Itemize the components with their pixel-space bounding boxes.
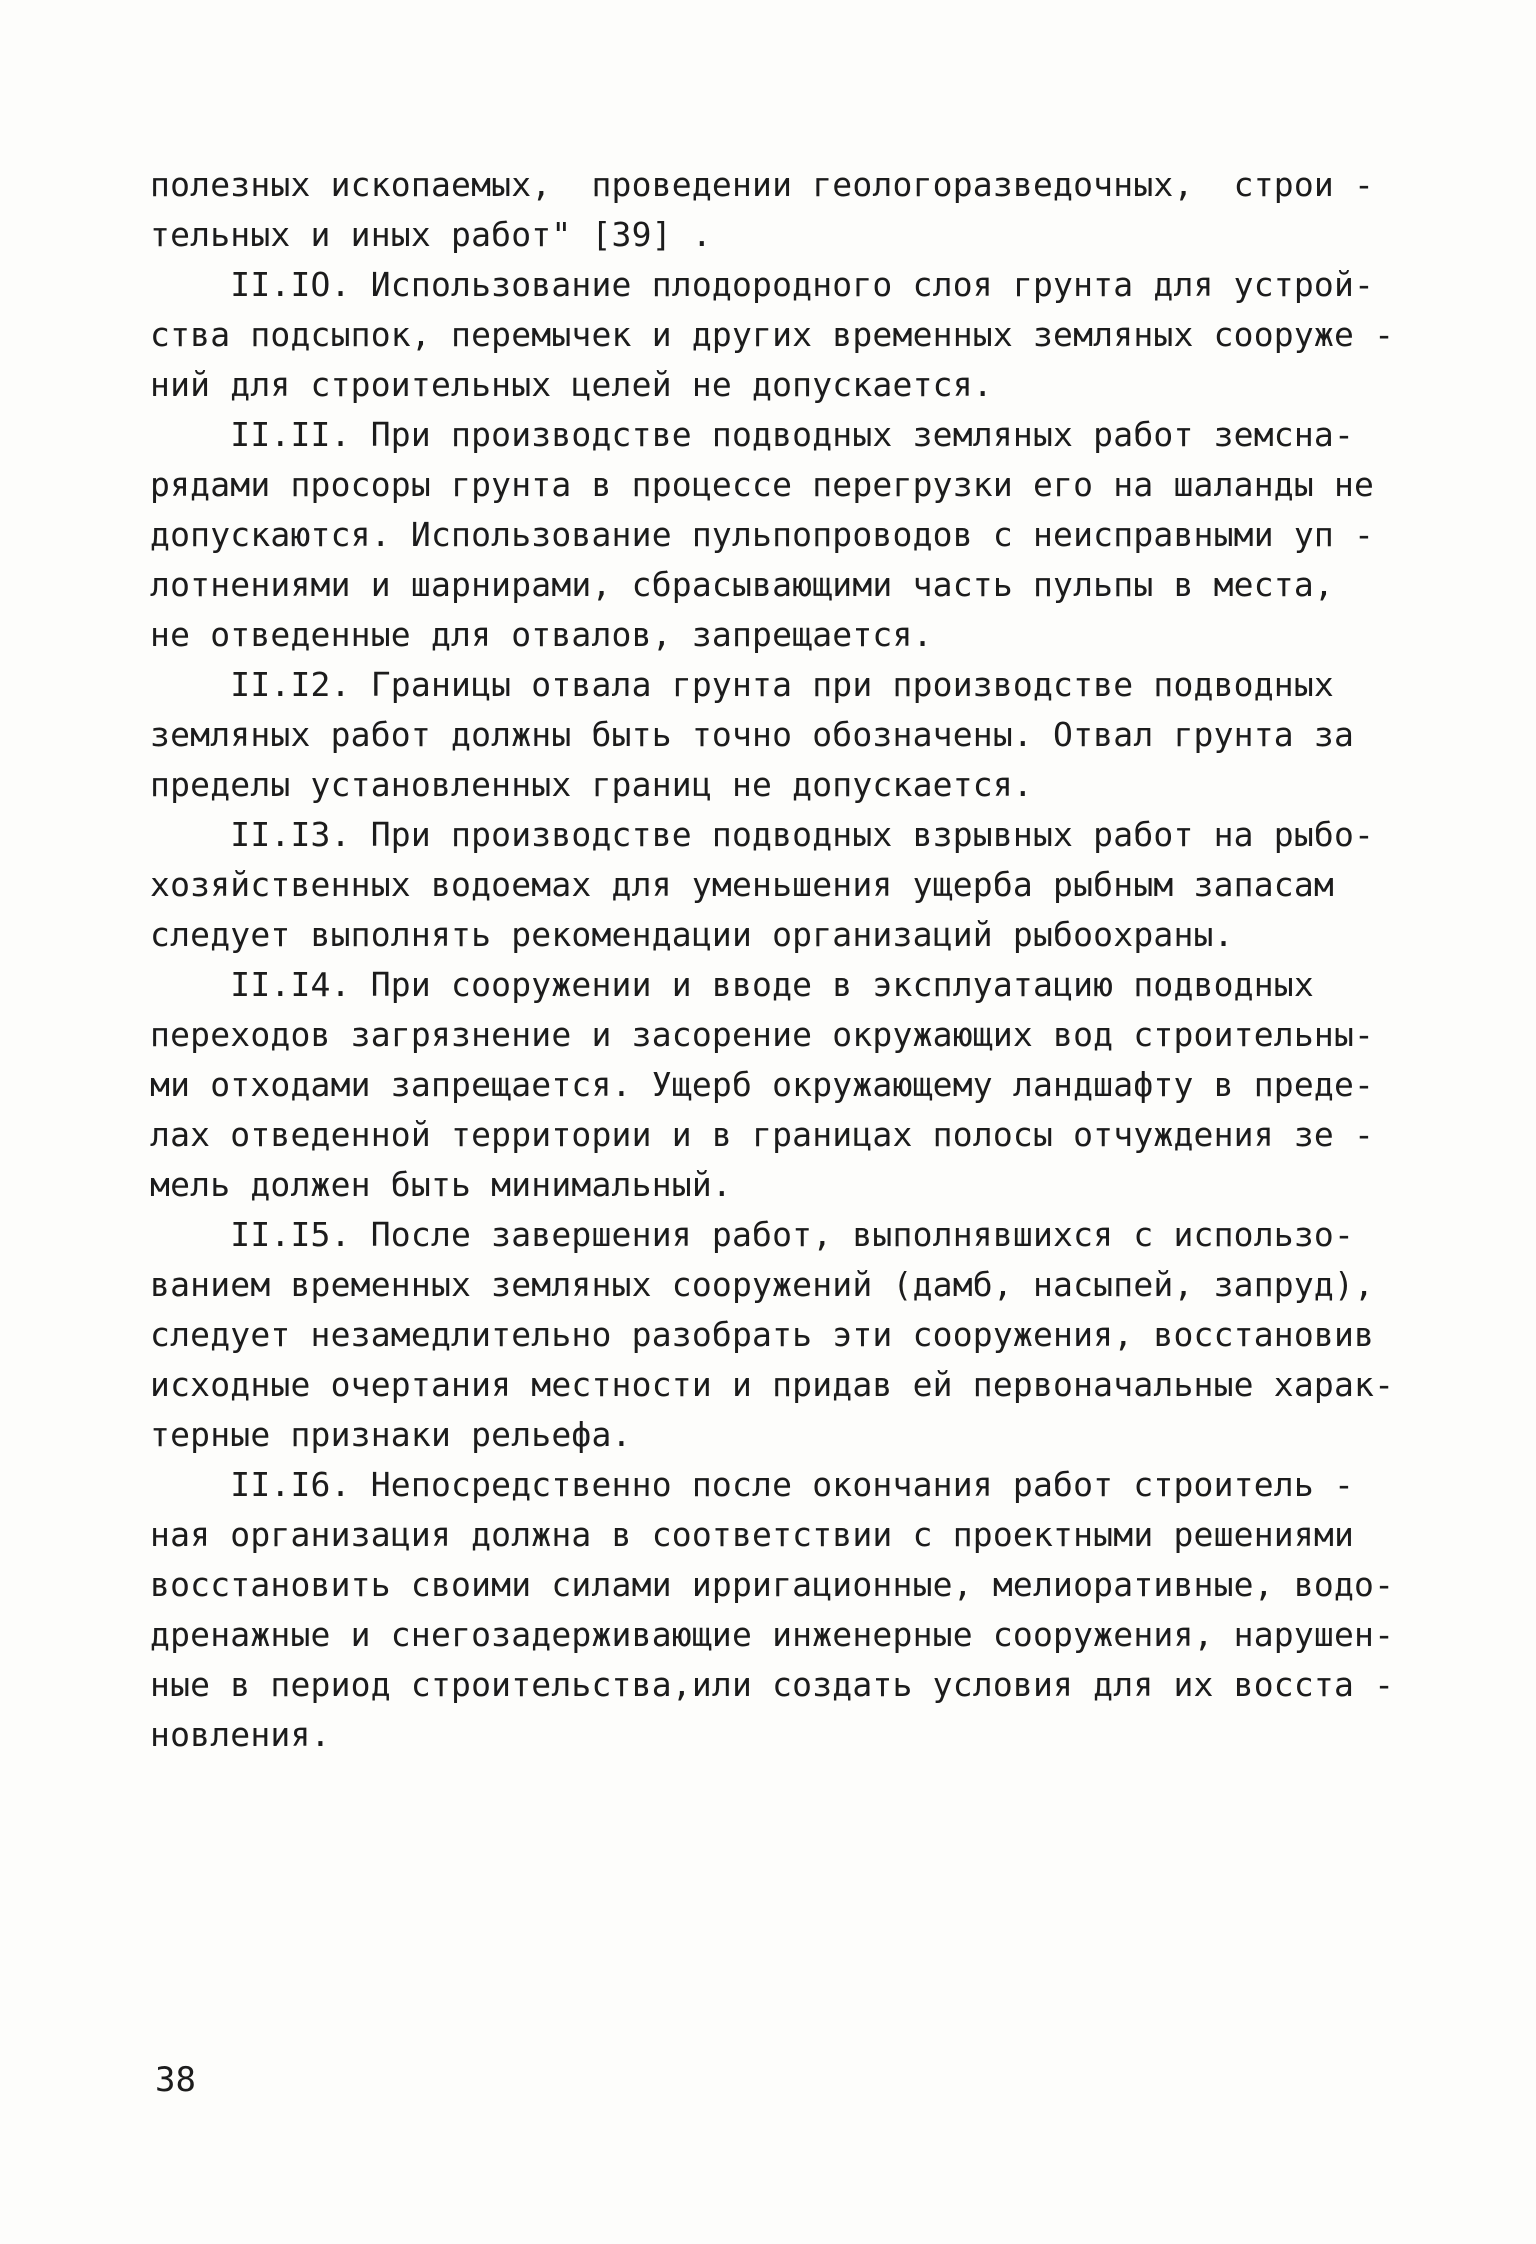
text-line: восстановить своими силами ирригационные, мелиоративные, водо-	[150, 1565, 1395, 1604]
text-line: пределы установленных границ не допускается.	[150, 765, 1033, 804]
text-line: допускаются. Использование пульпопроводов с неисправными уп -	[150, 515, 1375, 554]
text-line: ства подсыпок, перемычек и других временных земляных сооруже -	[150, 315, 1395, 354]
text-line: II.I6. Непосредственно после окончания работ строитель -	[150, 1465, 1355, 1504]
text-line: мель должен быть минимальный.	[150, 1165, 732, 1204]
text-line: ные в период строительства,или создать условия для их восста -	[150, 1665, 1395, 1704]
text-line: ми отходами запрещается. Ущерб окружающему ландшафту в преде-	[150, 1065, 1375, 1104]
text-line: ванием временных земляных сооружений (дамб, насыпей, запруд),	[150, 1265, 1375, 1304]
text-line: полезных ископаемых, проведении геологоразведочных, строи -	[150, 165, 1375, 204]
text-line: лотнениями и шарнирами, сбрасывающими часть пульпы в места,	[150, 565, 1334, 604]
text-line: земляных работ должны быть точно обозначены. Отвал грунта за	[150, 715, 1355, 754]
text-line: II.I3. При производстве подводных взрывных работ на рыбо-	[150, 815, 1375, 854]
text-line: II.I2. Границы отвала грунта при производстве подводных	[150, 665, 1334, 704]
text-line: терные признаки рельефа.	[150, 1415, 632, 1454]
text-line: II.II. При производстве подводных земляных работ земсна-	[150, 415, 1355, 454]
text-line: следует выполнять рекомендации организаций рыбоохраны.	[150, 915, 1234, 954]
page-number: 38	[155, 2060, 196, 2100]
text-line: следует незамедлительно разобрать эти сооружения, восстановив	[150, 1315, 1375, 1354]
text-line: тельных и иных работ" [39] .	[150, 215, 712, 254]
text-line: рядами просоры грунта в процессе перегрузки его на шаланды не	[150, 465, 1375, 504]
text-line: хозяйственных водоемах для уменьшения ущерба рыбным запасам	[150, 865, 1334, 904]
body-text	[150, 160, 1395, 1760]
text-line: II.I4. При сооружении и вводе в эксплуатацию подводных	[150, 965, 1314, 1004]
text-line: II.I5. После завершения работ, выполнявшихся с использо-	[150, 1215, 1355, 1254]
text-line: II.IO. Использование плодородного слоя грунта для устрой-	[150, 265, 1375, 304]
text-line: ная организация должна в соответствии с проектными решениями	[150, 1515, 1355, 1554]
text-line: новления.	[150, 1715, 331, 1754]
text-line: дренажные и снегозадерживающие инженерные сооружения, нарушен-	[150, 1615, 1395, 1654]
text-line: ний для строительных целей не допускается.	[150, 365, 993, 404]
text-line: исходные очертания местности и придав ей первоначальные харак-	[150, 1365, 1395, 1404]
text-line: переходов загрязнение и засорение окружающих вод строительны-	[150, 1015, 1375, 1054]
text-line: лах отведенной территории и в границах полосы отчуждения зе -	[150, 1115, 1375, 1154]
text-line: не отведенные для отвалов, запрещается.	[150, 615, 933, 654]
